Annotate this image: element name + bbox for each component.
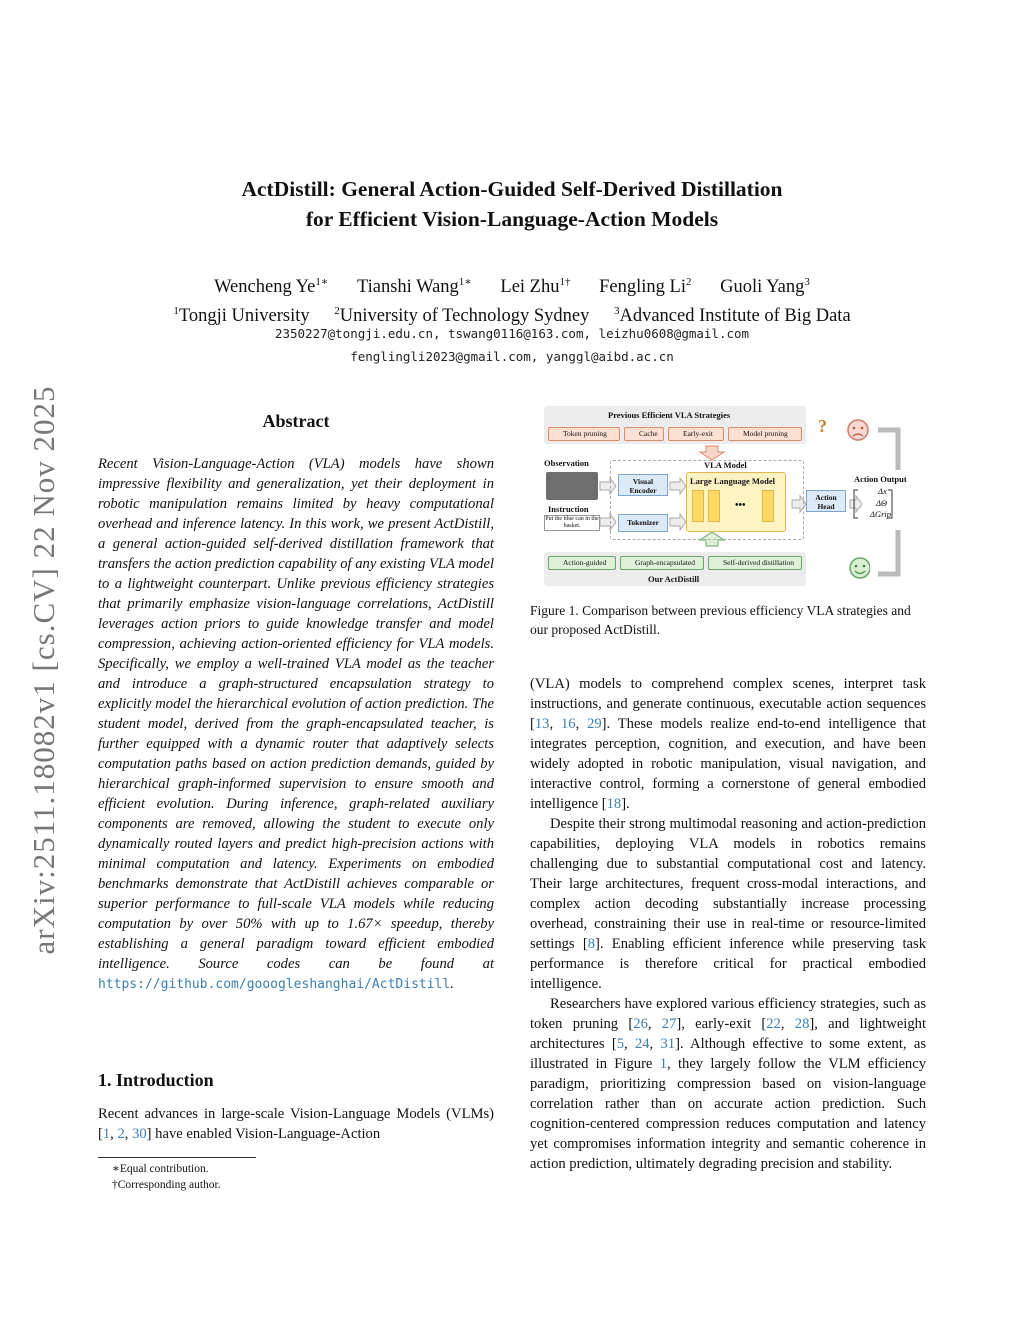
actdistill-title: Our ActDistill — [648, 574, 700, 584]
citation-link[interactable]: 28 — [794, 1016, 810, 1032]
arxiv-sidebar — [14, 370, 74, 970]
output-delta-grip: ΔGrip — [870, 509, 892, 519]
paragraph: Despite their strong multimodal reasoning and action-prediction capabilities, deploying VLA models in robotics remains challenging due to substantial computational cost and latency. Their large architectures, frequent cross-modal interactions, and complex action decoding substantially increase processing overhead, constraining their use in real-time or resource-limited settings [8]. Enabling efficient inference while preserving task performance is therefore critical for practical embodied intelligence. — [530, 816, 926, 992]
footnotes — [112, 1161, 221, 1193]
output-delta-theta: ΔΘ — [876, 498, 887, 508]
arxiv-identifier: arXiv:2511.18082v1 [cs.CV] 22 Nov 2025 — [26, 385, 61, 955]
citation-link[interactable]: 16 — [560, 716, 576, 732]
previous-strategies-title: Previous Efficient VLA Strategies — [608, 410, 731, 420]
author: Lei Zhu$^{1\dagger}$ — [500, 276, 571, 298]
action-output-label: Action Output — [854, 474, 907, 484]
instruction-text: Put the blue can in the basket. — [545, 516, 599, 529]
author-block — [0, 270, 1024, 328]
citation-link[interactable]: 5 — [616, 1036, 624, 1052]
abstract-body: Recent Vision-Language-Action (VLA) models have shown impressive flexibility and generalization, yet their deployment in robotic manipulation remains limited by heavy computational overhead and inference latency. In this work, we present ActDistill, a general action-guided self-derived distillation framework that transfers the action prediction capability of any existing VLA model to a lightweight counterpart. Unlike previous efficiency strategies that primarily emphasize vision-language correlations, ActDistill leverages action priors to guide knowledge transfer and model compression, achieving action-oriented efficiency for VLA models. Specifically, we employ a well-trained VLA model as the teacher and introduce a graph-structured encapsulation strategy to explicitly model the hierarchical evolution of action prediction. The student model, derived from the graph-encapsulated teacher, is further equipped with a dynamic router that adaptively selects computation paths based on action prediction demands, guided by hierarchical graph-informed supervision to ensure smooth and efficient evolution. During inference, graph-related auxiliary components are removed, allowing the student to execute only dynamically routed layers and predict high-precision actions with minimal computation and latency. Experiments on embodied benchmarks demonstrate that ActDistill achieves comparable or superior performance to full-scale VLA models while reducing computation by over 50% with up to 1.67× speedup, thereby establishing a general paradigm toward efficient embodied intelligence. Source codes can be found at https://github.com/gooogleshanghai/ActDistill. — [98, 456, 495, 992]
citation-link[interactable]: 22 — [766, 1016, 781, 1032]
strategy-early-exit: Early-exit — [668, 427, 724, 441]
author: Guoli Yang$^3$ — [720, 276, 810, 298]
vla-model-label: VLA Model — [704, 460, 747, 470]
affiliation: $^3$Advanced Institute of Big Data — [613, 305, 851, 327]
footnote-corresponding: †Corresponding author. — [112, 1179, 221, 1191]
paragraph: Researchers have explored various efficiency strategies, such as token pruning [26, 27], early-exit [22, 28], and lightweight architectures [5, 24, 31]. Although effective to some extent, as illustrated in Figure 1, they largely follow the VLM efficiency paradigm, prioritizing compression based on vision-language correlation rather than on accurate action prediction. Such cognition-centered compression reduces computation and latency yet compromises information integrity and semantic coherence in action prediction, ultimately degrading precision and stability. — [530, 996, 927, 1172]
author: Wencheng $Ye^{1∗}$ — [214, 276, 329, 298]
author: Fengling Li$^2$ — [599, 276, 692, 298]
llm-layer — [692, 490, 704, 522]
citation-link[interactable]: 2 — [117, 1126, 125, 1142]
affiliation: $^1$Tongji University — [173, 305, 310, 327]
instruction-label: Instruction — [548, 504, 589, 514]
citation-link[interactable]: 13 — [534, 716, 550, 732]
llm-label: Large Language Model — [690, 476, 775, 486]
feature-action-guided: Action-guided — [548, 556, 616, 570]
email-line-1: 2350227@tongji.edu.cn, tswang0116@163.com, leizhu0608@gmail.com — [274, 326, 750, 341]
footnote-rule — [98, 1157, 256, 1158]
feature-graph-encapsulated: Graph-encapsulated — [620, 556, 704, 570]
observation-image — [546, 472, 598, 500]
source-code-link[interactable]: https://github.com/gooogleshanghai/ActDistill — [98, 977, 451, 992]
observation-label: Observation — [544, 458, 589, 468]
visual-encoder-block: Visual Encoder — [618, 474, 668, 496]
affiliation: $^2$University of Technology Sydney — [334, 305, 590, 327]
llm-layer — [762, 490, 774, 522]
citation-link[interactable]: 27 — [661, 1016, 677, 1032]
footnote-equal-contribution: ∗Equal contribution. — [112, 1163, 209, 1175]
author-list — [0, 270, 1024, 299]
author: Tianshi Wang$^{1∗}$ — [356, 276, 472, 298]
author-emails — [0, 322, 1024, 368]
citation-link[interactable]: 31 — [660, 1036, 676, 1052]
citation-link[interactable]: 29 — [587, 716, 602, 732]
citation-link[interactable]: 1 — [102, 1126, 111, 1142]
strategy-model-pruning: Model pruning — [728, 427, 802, 441]
title-line-2: for Efficient Vision-Language-Action Models — [305, 207, 719, 231]
email-line-2: fenglingli2023@gmail.com, yanggl@aibd.ac.cn — [350, 349, 674, 364]
introduction-heading: 1. Introduction — [98, 1070, 214, 1090]
paper-title — [0, 174, 1024, 234]
figure-1 — [530, 406, 926, 588]
tokenizer-block: Tokenizer — [618, 514, 668, 532]
right-column-text — [530, 674, 926, 1174]
feature-self-derived-distillation: Self-derived distillation — [708, 556, 802, 570]
figure-1-caption: Figure 1. Comparison between previous efficiency VLA strategies and our proposed ActDistill. — [530, 603, 911, 637]
strategy-cache: Cache — [624, 427, 664, 441]
paragraph: (VLA) models to comprehend complex scenes, interpret task instructions, and generate continuous, executable action sequences [13, 16, 29]. These models realize end-to-end intelligence that integrates perception, cognition, and execution, and have been widely adopted in robotic manipulation, visual navigation, and interactive control, forming a cornerstone of general embodied intelligence [18]. — [530, 676, 927, 812]
action-head-block: Action Head — [806, 490, 846, 512]
abstract-heading: Abstract — [262, 411, 330, 431]
citation-link[interactable]: 8 — [587, 936, 596, 952]
citation-link[interactable]: 30 — [132, 1126, 147, 1142]
strategy-token-pruning: Token pruning — [548, 427, 620, 441]
citation-link[interactable]: 24 — [634, 1036, 650, 1052]
llm-layer — [708, 490, 720, 522]
output-delta-x: Δx — [878, 486, 887, 496]
question-mark: ? — [818, 416, 827, 436]
figure-reference-link[interactable]: 1 — [659, 1056, 668, 1072]
citation-link[interactable]: 18 — [606, 796, 622, 812]
title-line-1: ActDistill: General Action-Guided Self-Derived Distillation — [241, 177, 783, 201]
happy-face-icon — [830, 556, 870, 586]
citation-link[interactable]: 26 — [633, 1016, 648, 1032]
introduction-paragraph: Recent advances in large-scale Vision-Language Models (VLMs) [1, 2, 30] have enabled Vision-Language-Action — [98, 1106, 494, 1142]
llm-ellipsis: ••• — [735, 500, 746, 511]
